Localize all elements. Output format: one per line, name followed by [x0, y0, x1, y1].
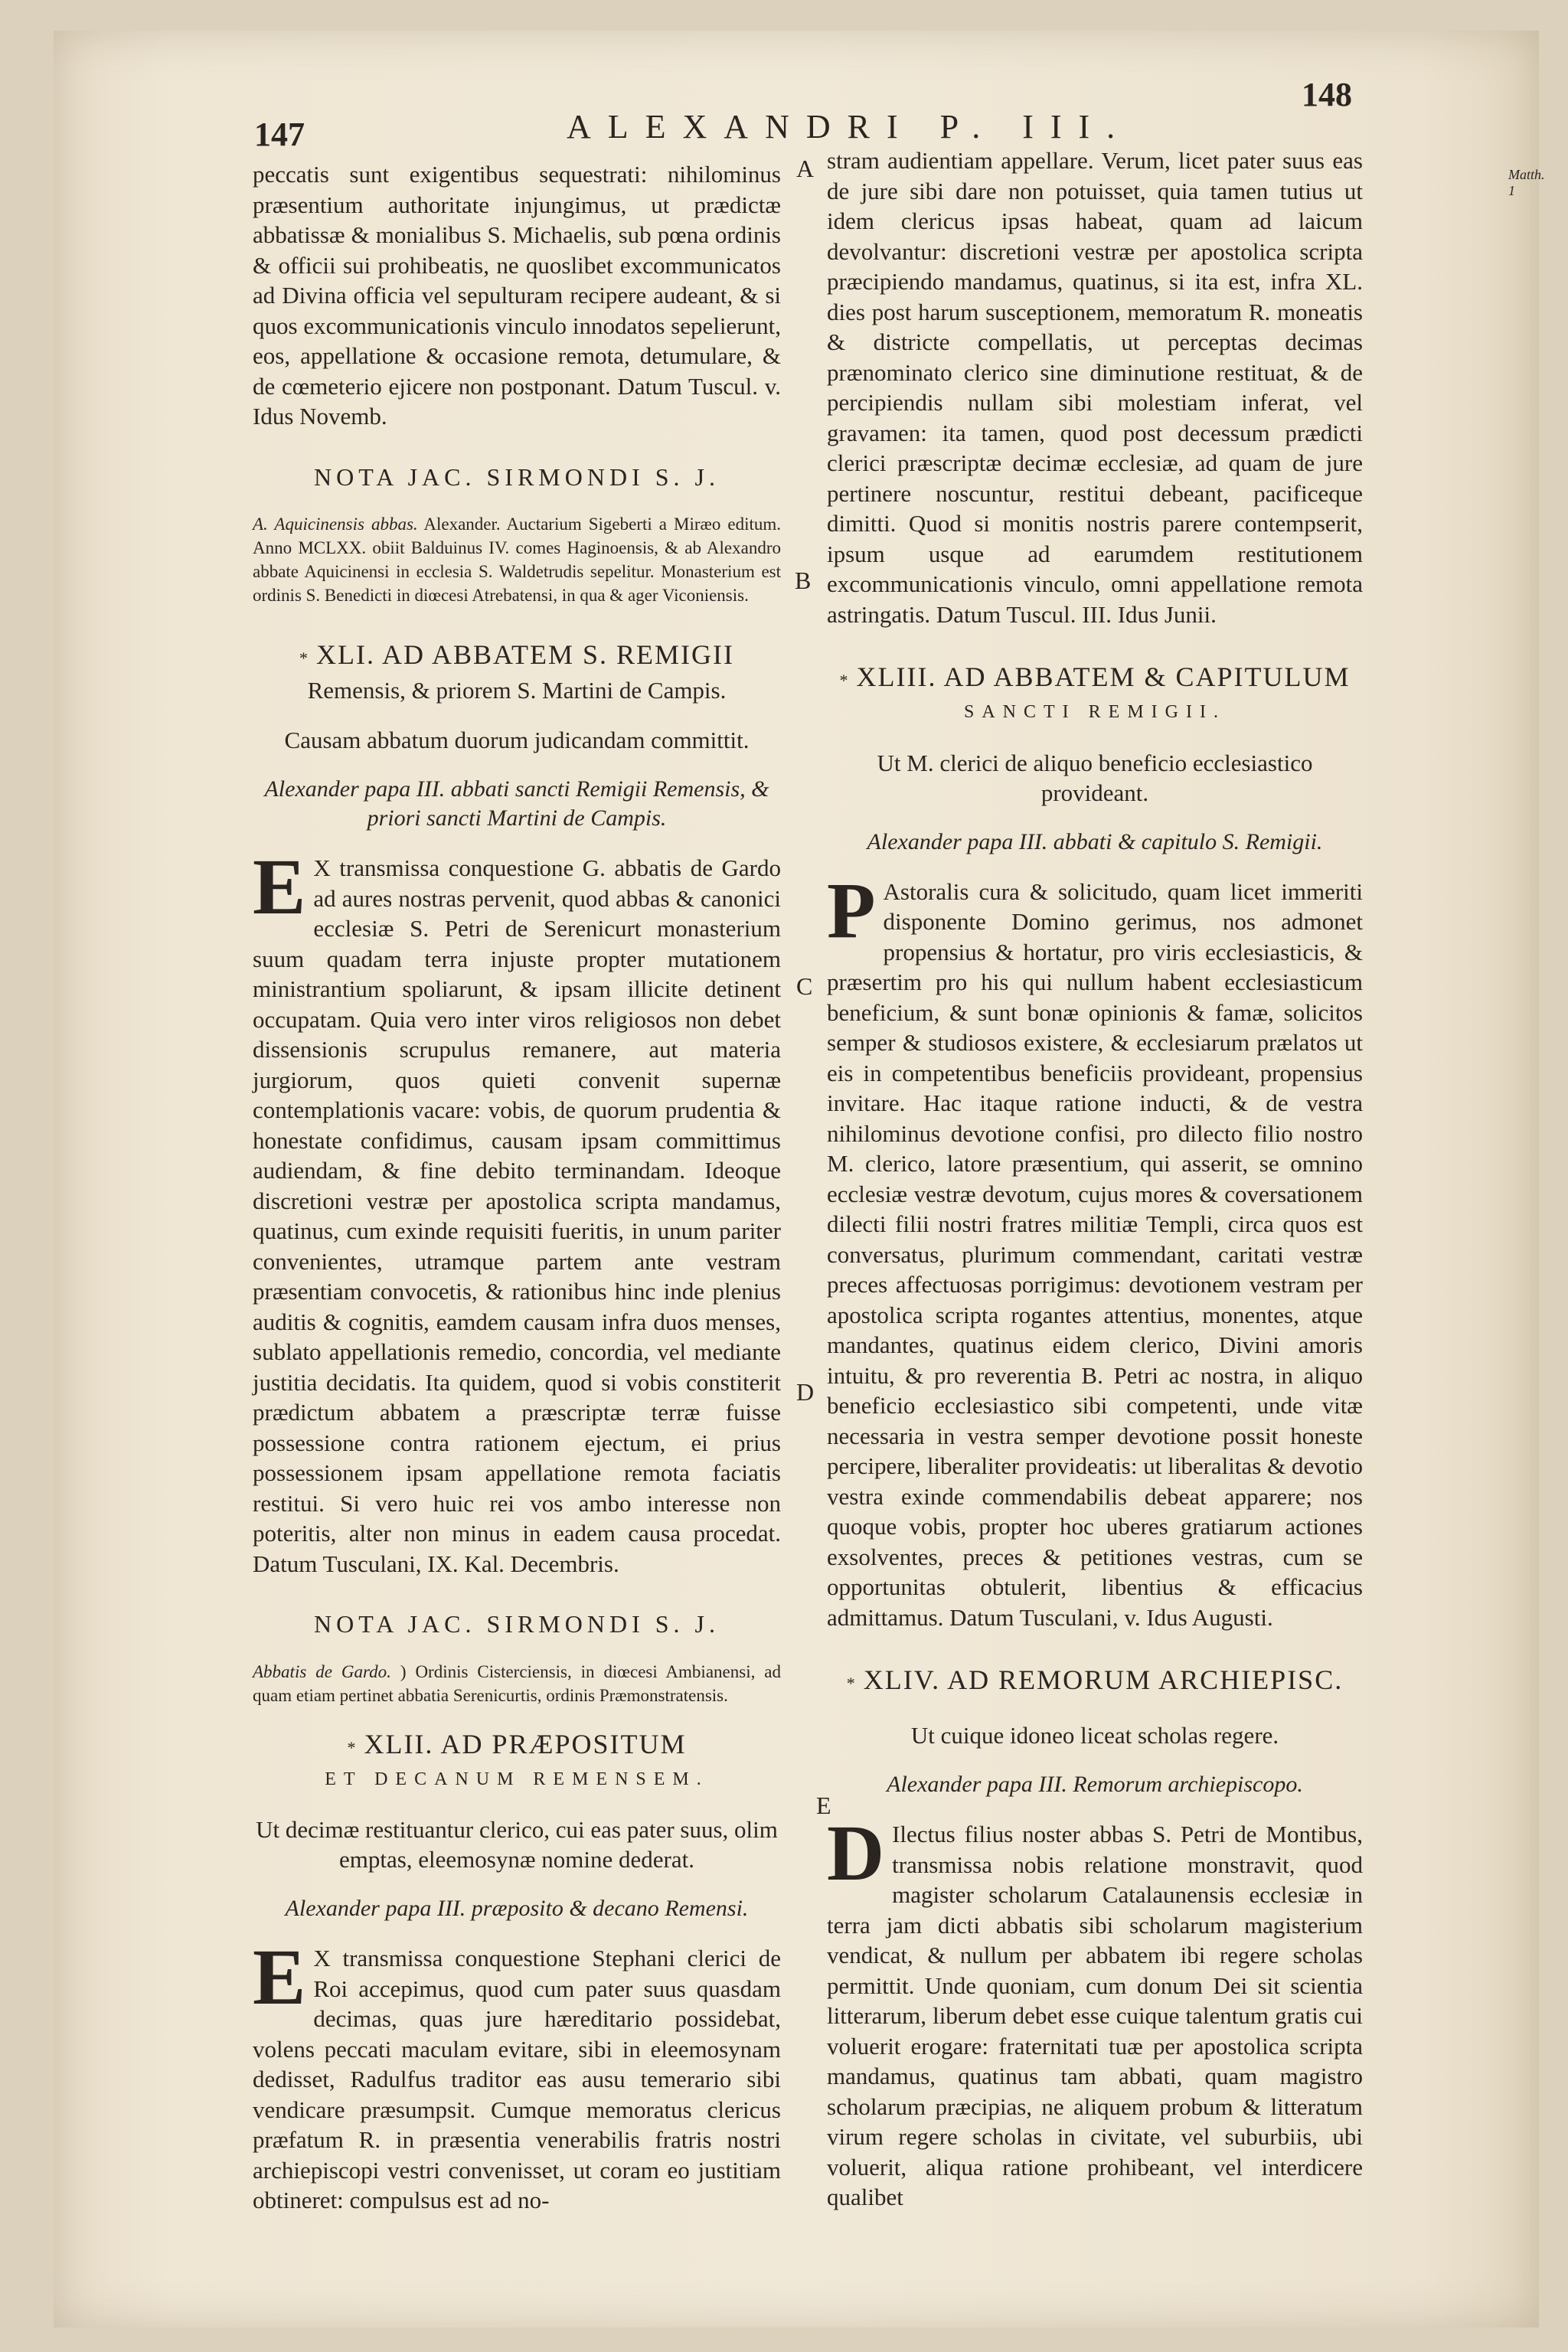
side-note: Matth. 1	[1508, 167, 1545, 198]
note-lemma: A. Aquicinensis abbas.	[253, 514, 418, 534]
left-column	[253, 159, 781, 2216]
letter-42-heading	[253, 1727, 781, 1765]
margin-letter-b: B	[795, 567, 812, 594]
heading-line1: XLIV. AD REMORUM ARCHIEPISC.	[863, 1664, 1344, 1695]
margin-letter-a: A	[796, 155, 815, 182]
letter-43-heading	[827, 660, 1363, 697]
heading-line1: XLII. AD PRÆPOSITUM	[364, 1728, 687, 1759]
right-page-number: 148	[1302, 76, 1352, 113]
drop-cap: D	[827, 1809, 885, 1897]
margin-letter-e: E	[816, 1792, 831, 1819]
margin-letter-c: C	[796, 972, 813, 1000]
letter-body-text: Ilectus filius noster abbas S. Petri de Montibus, transmissa nobis relatione monstravit, quod magister scholarum Catalaunensis ecclesiæ in terra jam dicti abbatis sibi scholarum magisterium vendicat, & nullum per abbatem ibi regere scholas permittit. Unde quoniam, cum donum Dei sit scientia litterarum, liberum debet esse cuique talentum gratis cui voluerit erogare: fraternitati tuæ per apostolica scripta mandamus, quatinus tam abbati, quam magistro scholarum præcipias, ne aliquem probum & litteratum virum regere scholas in civitate, vel suburbiis, ubi voluerit, aliqua ratione prohibeant, vel interdicere qualibet	[827, 1821, 1363, 2210]
continued-text-left: peccatis sunt exigentibus sequestrati: nihilominus præsentium authoritate injungimus, ut prædictæ abbatissæ & monialibus S. Michaelis, sub pœna ordinis & officii sui prohibeatis, ne quoslibet excommunicatos ad Divina officia vel sepulturam recipere audeant, & si quos excommunicationis vinculo innodatos sepelierunt, eos, appellatione & occasione remota, detumulare, & de cœmeterio ejicere non postponant. Datum Tuscul. v. Idus Novemb.	[253, 161, 781, 430]
asterisk-mark: *	[299, 648, 308, 668]
book-page	[54, 31, 1545, 2328]
right-column	[827, 145, 1363, 2213]
letter-41-heading-line2: Remensis, & priorem S. Martini de Campis.	[307, 677, 727, 704]
letter-body-text: Astoralis cura & solicitudo, quam licet immeriti disponente Domino gerimus, nos admonet propensius & hortatur, pro viris ecclesiasticis, & præsertim pro his qui nullum habent ecclesiasticum beneficium, & sunt bonæ opinionis & famæ, solicitos semper & studiosos existere, & ecclesiarum prælatos ut eis in competentibus beneficiis provideant, propensius invitare. Hac itaque ratione inducti, & de vestra nihilominus devotione confisi, pro dilecto filio nostro M. clerico, latore præsentium, qui asserit, se omnino ecclesiæ vestræ devotum, cujus mores & coversationem dilecti filii nostri fratres militiæ Templi, circa quos est conversatus, plurimum commendant, caritati vestræ preces affectuosas porrigimus: devotionem vestram per apostolica scripta rogantes attentius, monentes, atque mandantes, quatinus eidem clerico, Divini amoris intuitu, & pro reverentia B. Petri ac nostra, in aliquo beneficio ecclesiastico sibi competenti, unde vitæ necessaria in vestra semper devotione possit honeste percipere, liberaliter provideatis: ut liberalitas & devotio vestra exinde commendabilis debeat apparere; nos quoque vobis, propter hoc uberes gratiarum actiones exsolventes, preces & petitiones vestras, cum se opportunitas obtulerit, libentius & efficacius admittamus. Datum Tusculani, v. Idus Augusti.	[827, 877, 1363, 1631]
heading-line1: XLI. AD ABBATEM S. REMIGII	[315, 639, 734, 670]
letter-42-heading-line2: ET DECANUM REMENSEM.	[325, 1769, 709, 1789]
nota-title: NOTA JAC. SIRMONDI S. J.	[314, 1610, 720, 1638]
asterisk-mark: *	[347, 1737, 356, 1757]
letter-42-address: Alexander papa III. præposito & decano Remensi.	[285, 1896, 749, 1921]
letter-41-heading	[253, 638, 781, 675]
letter-43-address: Alexander papa III. abbati & capitulo S. Remigii.	[867, 828, 1323, 854]
drop-cap: E	[253, 1933, 306, 2021]
asterisk-mark: *	[846, 1674, 855, 1693]
letter-41-body	[253, 843, 781, 1579]
letter-44-body	[827, 1809, 1363, 2213]
heading-line1: XLIII. AD ABBATEM & CAPITULUM	[856, 662, 1351, 692]
note-text: Alexander. Auctarium Sigeberti a Miræo editum. Anno MCLXX. obiit Balduinus IV. comes Haginoensis, & ab Alexandro abbate Aquicinensi in ecclesia S. Waldetrudis sepelitur. Monasterium est ordinis S. Benedicti in diœcesi Atrebatensi, in qua & ager Viconiensis.	[253, 514, 781, 605]
letter-41-summary: Causam abbatum duorum judicandam committit.	[284, 727, 750, 753]
letter-44-summary: Ut cuique idoneo liceat scholas regere.	[910, 1722, 1279, 1749]
letter-43-heading-line2: SANCTI REMIGII.	[964, 702, 1226, 722]
note-text: ) Ordinis Cisterciensis, in diœcesi Ambianensi, ad quam etiam pertinet abbatia Serenicurtis, ordinis Præmonstratensis.	[253, 1661, 782, 1705]
asterisk-mark: *	[839, 671, 848, 690]
nota-title: NOTA JAC. SIRMONDI S. J.	[314, 462, 720, 491]
letter-42-summary: Ut decimæ restituantur clerico, cui eas pater suus, olim emptas, eleemosynæ nomine dederat.	[256, 1816, 778, 1873]
left-page-number: 147	[254, 116, 305, 153]
drop-cap: E	[253, 843, 306, 931]
margin-letter-d: D	[796, 1378, 815, 1406]
continued-text-right: stram audientiam appellare. Verum, licet pater suus eas de jure sibi dare non potuisset, quia tamen tutius ut idem clericus ipsas habeat, quam ad laicum devolvantur: discretioni vestræ per apostolica scripta præcipiendo mandamus, quatinus, si ita est, infra XL. dies post harum susceptionem, memoratum R. moneatis & districte compellatis, ut perceptas decimas prænominato clerico sine diminutione restituat, & de percipiendis nullam sibi molestiam inferat, vel gravamen: ita tamen, quod post decessum prædicti clerici præscriptæ decimæ ecclesiæ, ad quam de jure pertinere noscuntur, restitui debeant, pacificeque dimitti. Quod si monitis nostris parere contempserit, ipsum usque ad earumdem restitutionem excommunicationis vinculo, omni appellatione remota astringatis. Datum Tuscul. III. Idus Junii.	[827, 147, 1363, 628]
letter-41-address: Alexander papa III. abbati sancti Remigii Remensis, & priori sancti Martini de Campis.	[264, 776, 769, 831]
letter-body-text: X transmissa conquestione G. abbatis de Gardo ad aures nostras pervenit, quod abbas & canonici ecclesiæ S. Petri de Serenicurt monasterium suum quadam terra injuste propter mutationem ministrantium spoliarunt, & ipsam illicite detinent occupatam. Quia vero inter viros religiosos non debet dissensionis scrupulus remanere, aut materia jurgiorum, quos quieti convenit supernæ contemplationis vacare: vobis, de quorum prudentia & honestate confidimus, causam ipsam committimus audiendam, & fine debito terminandam. Ideoque discretioni vestræ per apostolica scripta mandamus, quatinus, cum exinde requisiti fueritis, in unum pariter convenientes, utramque partem ante vestram præsentiam convocetis, & rationibus hinc inde plenius auditis & cognitis, eamdem causam infra duos menses, sublato appellationis remedio, concordia, vel mediante justitia decidatis. Ita quidem, quod si vobis constiterit prædictum abbatem a præscriptæ terræ fuisse possessione contra rationem ejectum, ei prius possessionem ipsam appellatione remota faciatis restitui. Si vero huic rei vos ambo interesse non poteritis, alter non minus in eadem causa procedat. Datum Tusculani, IX. Kal. Decembris.	[253, 854, 781, 1577]
nota-note	[253, 1660, 781, 1707]
running-title: ALEXANDRI P. III.	[567, 108, 1132, 145]
letter-43-summary: Ut M. clerici de aliquo beneficio ecclesiastico provideant.	[877, 749, 1313, 806]
letter-44-heading	[827, 1663, 1363, 1700]
letter-44-address: Alexander papa III. Remorum archiepiscopo.	[887, 1772, 1303, 1797]
drop-cap: P	[827, 866, 876, 955]
letter-42-body	[253, 1933, 781, 2216]
letter-body-text: X transmissa conquestione Stephani clerici de Roi accepimus, quod cum pater suus quasdam decimas, quas jure hæreditario possidebat, volens peccati maculam evitare, sibi in eleemosynam dedisset, Radulfus traditor eas ausu temerario sibi vendicare præsumpsit. Cumque memoratus clericus præfatum R. in præsentia venerabilis fratris nostri archiepiscopi vestri convenisset, ut coram eo justitiam obtineret: compulsus est ad no-	[253, 1945, 781, 2213]
letter-43-body	[827, 866, 1363, 1633]
nota-note	[253, 512, 781, 607]
note-lemma: Abbatis de Gardo.	[253, 1661, 391, 1681]
